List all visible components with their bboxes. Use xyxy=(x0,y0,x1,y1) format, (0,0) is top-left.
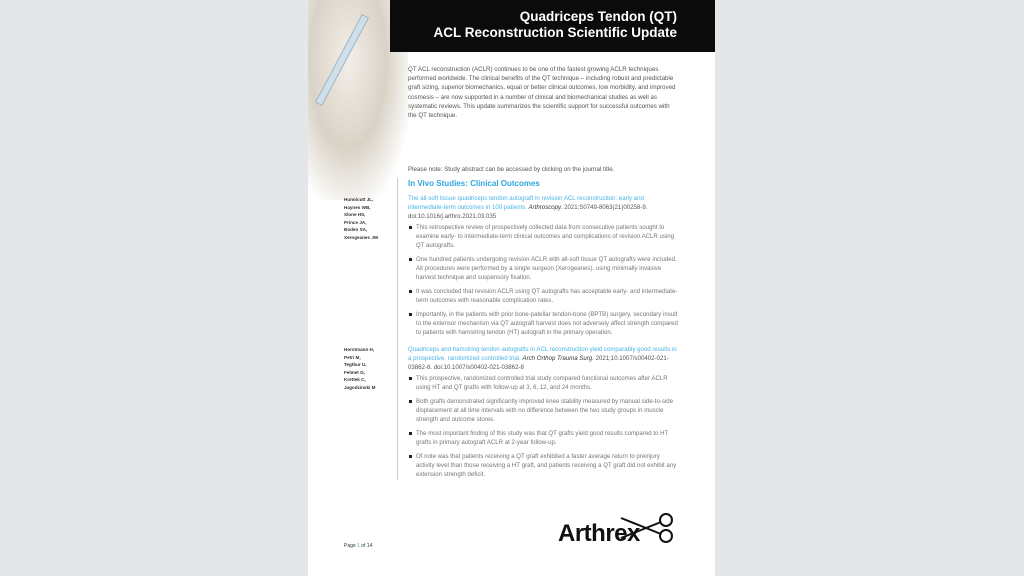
bullet-item: Both grafts demonstrated significantly improved knee stability measured by manual side-to-side displacement at all time intervals with no difference between the two study groups in muscle strength and outcome stores. xyxy=(408,397,680,424)
citation: 2021;S0749-8063(21)00258-9. doi:10.1016/j.arthro.2021.03.035 xyxy=(408,204,648,220)
bullet-item: Of note was that patients receiving a QT graft exhibited a faster average return to preinjury activity level than those receiving a HT graft, and patients receiving a QT graft did not exhibit any extension strength deficit. xyxy=(408,452,680,479)
study-authors: Hunnicutt JL, Haynes WB, Slone HS, Prince JA, Boden SA, Xerogeanes JW xyxy=(344,197,379,240)
intro-paragraph: QT ACL reconstruction (ACLR) continues to be one of the fastest growing ACLR techniques performed worldwide. The clinical benefits of the QT technique – including robust and predictable graft sizing, superior biomechanics, equal or better clinical outcomes, low morbidity, and improved cosmesis – are now supported in a number of clinical and biomechanical studies as well as systematic reviews. This update summarizes the scientific support for successful outcomes with the QT technique. xyxy=(408,66,676,120)
study-authors: Horstmann H, Petri M, Tegtbur U, Felmet G, Krettek C, Jagodzinski M xyxy=(344,347,376,390)
note-text: Please note: Study abstract can be accessed by clicking on the journal title. xyxy=(408,166,615,173)
header-title-line1: Quadriceps Tendon (QT) xyxy=(519,9,677,24)
arthrex-logo: Arthrex xyxy=(558,520,640,548)
header-title-line2: ACL Reconstruction Scientific Update xyxy=(433,25,677,40)
divider xyxy=(397,178,398,480)
study-entry xyxy=(408,194,680,342)
bullet-item: One hundred patients undergoing revision ACLR with all-soft tissue QT autografts were included. All procedures were performed by a single surgeon (Xerogeanes), using minimally invasive harvest technique and suspensory fixation. xyxy=(408,255,680,282)
document-page xyxy=(308,0,715,576)
study-title-link[interactable]: The all-soft tissue quadriceps tendon autograft in revision ACL reconstruction: early and intermediate-term outcomes in 100 patients. xyxy=(408,195,644,211)
bullet-item: The most important finding of this study was that QT grafts yield good results compared to HT grafts in primary autograft ACLR at 2-year follow-up. xyxy=(408,429,680,447)
scissors-icon xyxy=(616,512,676,546)
journal-name: Arch Orthop Trauma Surg. xyxy=(522,355,594,362)
section-heading: In Vivo Studies: Clinical Outcomes xyxy=(408,179,540,188)
citation: 2021;10.1007/s00402-021-03862-8. doi:10.1007/s00402-021-03862-8 xyxy=(408,355,669,371)
bullet-item: It was concluded that revision ACLR using QT autografts has acceptable early- and intermediate-term outcomes with reasonable complication rates. xyxy=(408,287,680,305)
bullet-item: This retrospective review of prospectively collected data from consecutive patients sought to examine early- to intermediate-term clinical outcomes and complications of revision ACLR using QT autografts. xyxy=(408,223,680,250)
study-title-link[interactable]: Quadriceps and hamstring tendon autografts in ACL reconstruction yield comparably good results in a prospective, randomized controlled trial. xyxy=(408,346,677,362)
page-header xyxy=(390,0,715,52)
bullet-item: Importantly, in the patients with prior bone-patellar tendon-bone (BPTB) surgery, secondary insult to the extensor mechanism via QT autograft harvest does not adversely affect strength compared to patients with hamstring tendon (HT) autograft in the primary operation. xyxy=(408,310,680,337)
journal-name: Arthroscopy. xyxy=(528,204,563,211)
bullet-item: This prospective, randomized controlled trial study compared functional outcomes after ACLR using HT and QT grafts with follow-up at 3, 6, 12, and 24 months. xyxy=(408,374,680,392)
page-number: Page 1 of 14 xyxy=(344,543,373,549)
study-entry xyxy=(408,345,680,484)
